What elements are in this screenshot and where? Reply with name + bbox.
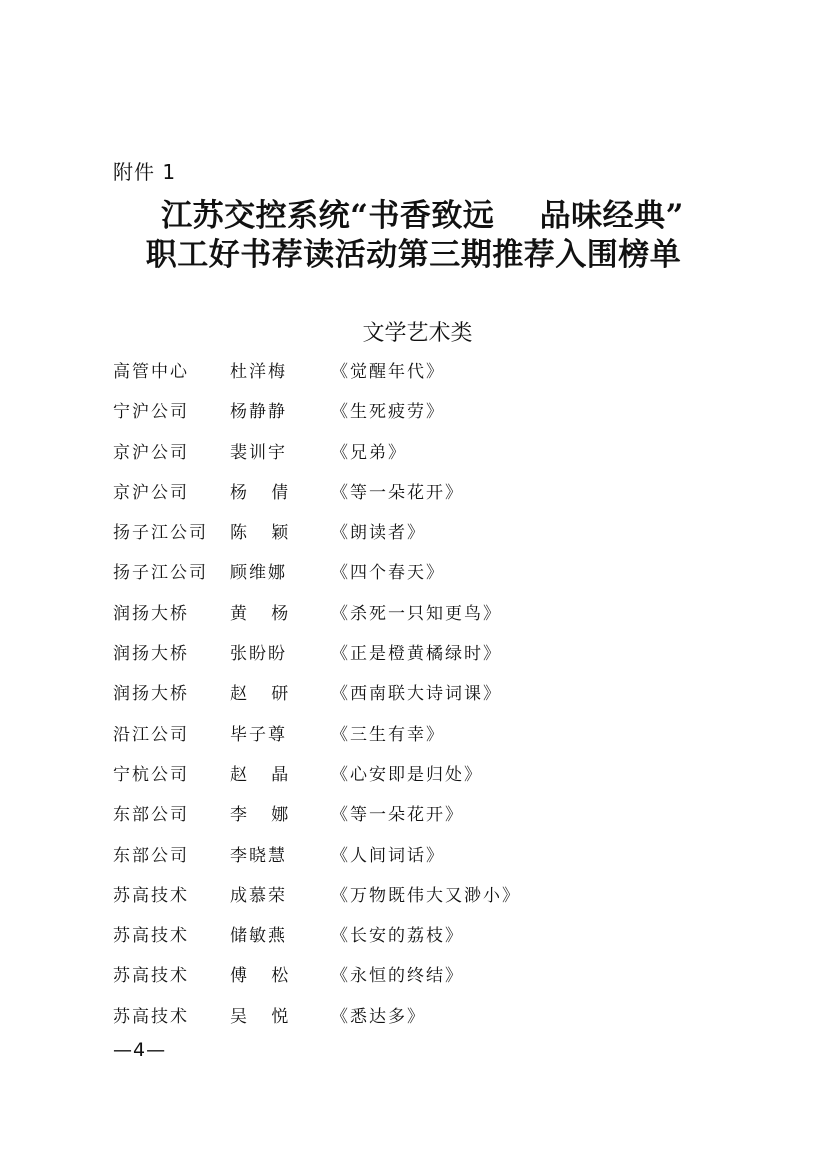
- unit-name: 扬子江公司: [113, 523, 208, 544]
- unit-name: 润扬大桥: [113, 644, 189, 665]
- list-item: [113, 1003, 713, 1043]
- unit-name: 苏高技术: [113, 885, 189, 906]
- book-title: 《人间词话》: [331, 845, 445, 866]
- unit-name: 东部公司: [113, 805, 189, 826]
- unit-name: 沿江公司: [113, 724, 189, 745]
- list-item: [113, 922, 713, 962]
- unit-name: 扬子江公司: [113, 563, 208, 584]
- person-name: 杨静静: [230, 402, 287, 423]
- unit-name: 京沪公司: [113, 442, 189, 463]
- book-title: 《西南联大诗词课》: [331, 684, 502, 705]
- book-title: 《心安即是归处》: [331, 764, 483, 785]
- unit-name: 苏高技术: [113, 966, 189, 987]
- book-title: 《等一朵花开》: [331, 805, 464, 826]
- list-item: [113, 479, 713, 519]
- list-item: [113, 559, 713, 599]
- person-name: 赵 晶: [230, 764, 291, 785]
- list-item: [113, 600, 713, 640]
- person-name: 陈 颖: [230, 523, 291, 544]
- book-title: 《朗读者》: [331, 523, 426, 544]
- book-title: 《四个春天》: [331, 563, 445, 584]
- person-name: 毕子尊: [230, 724, 287, 745]
- book-title: 《永恒的终结》: [331, 966, 464, 987]
- person-name: 杨 倩: [230, 482, 291, 503]
- list-item: [113, 439, 713, 479]
- list-item: [113, 882, 713, 922]
- unit-name: 润扬大桥: [113, 684, 189, 705]
- page-number: —4—: [113, 1039, 167, 1061]
- section-heading: 文学艺术类: [362, 321, 473, 346]
- unit-name: 高管中心: [113, 362, 189, 382]
- person-name: 顾维娜: [230, 563, 287, 584]
- unit-name: 润扬大桥: [113, 603, 189, 624]
- book-title: 《悉达多》: [331, 1006, 426, 1027]
- list-item: [113, 842, 713, 882]
- unit-name: 苏高技术: [113, 1006, 189, 1027]
- list-item: [113, 358, 713, 398]
- book-title: 《三生有幸》: [331, 724, 445, 745]
- attachment-label: 附件 1: [113, 160, 177, 184]
- unit-name: 苏高技术: [113, 926, 189, 947]
- person-name: 储敏燕: [230, 926, 287, 947]
- person-name: 李晓慧: [230, 845, 287, 866]
- list-item: [113, 721, 713, 761]
- unit-name: 京沪公司: [113, 482, 189, 503]
- person-name: 裴训宇: [230, 442, 287, 463]
- person-name: 傅 松: [230, 966, 291, 987]
- list-item: [113, 962, 713, 1002]
- person-name: 赵 研: [230, 684, 291, 705]
- person-name: 黄 杨: [230, 603, 291, 624]
- unit-name: 宁杭公司: [113, 764, 189, 785]
- book-title: 《万物既伟大又渺小》: [331, 885, 521, 906]
- book-title: 《兄弟》: [331, 442, 407, 463]
- list-item: [113, 761, 713, 801]
- book-title: 《长安的荔枝》: [331, 926, 464, 947]
- person-name: 杜洋梅: [230, 362, 287, 382]
- unit-name: 宁沪公司: [113, 402, 189, 423]
- list-item: [113, 519, 713, 559]
- person-name: 张盼盼: [230, 644, 287, 665]
- document-title-line-1: 江苏交控系统“书香致远 品味经典”: [161, 198, 684, 234]
- person-name: 成慕荣: [230, 885, 287, 906]
- list-item: [113, 680, 713, 720]
- list-item: [113, 801, 713, 841]
- list-item: [113, 398, 713, 438]
- person-name: 李 娜: [230, 805, 291, 826]
- book-title: 《生死疲劳》: [331, 402, 445, 423]
- person-name: 吴 悦: [230, 1006, 291, 1027]
- book-title: 《觉醒年代》: [331, 362, 445, 382]
- recommendation-list: [113, 358, 713, 1043]
- unit-name: 东部公司: [113, 845, 189, 866]
- book-title: 《正是橙黄橘绿时》: [331, 644, 502, 665]
- book-title: 《杀死一只知更鸟》: [331, 603, 502, 624]
- document-title-line-2: 职工好书荐读活动第三期推荐入围榜单: [145, 237, 682, 273]
- book-title: 《等一朵花开》: [331, 482, 464, 503]
- list-item: [113, 640, 713, 680]
